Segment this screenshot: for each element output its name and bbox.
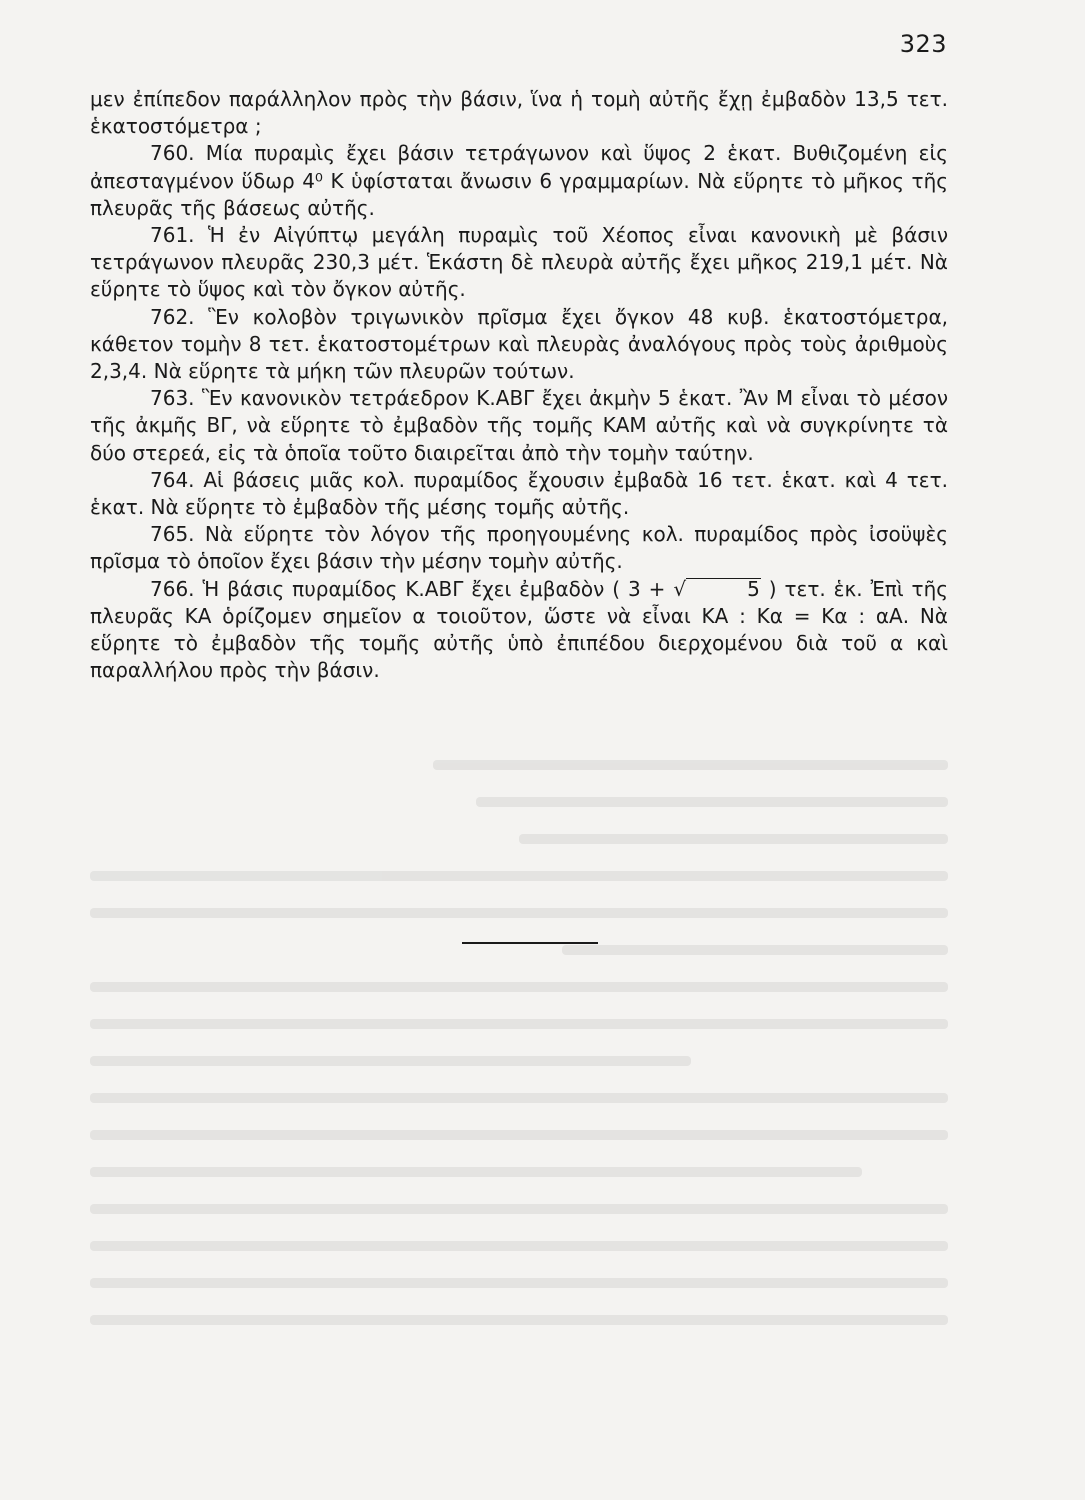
radical-sign: √ — [673, 576, 687, 601]
reverse-side-bleed-through — [90, 760, 948, 1400]
section-divider — [462, 942, 598, 944]
bleed-line — [90, 871, 948, 881]
exercise-764: 764. Αἱ βάσεις μιᾶς κολ. πυραμίδος ἔχουσιν ἐμβαδὰ 16 τετ. ἑκατ. καὶ 4 τετ. ἑκατ. Νὰ εὕρητε τὸ ἐμβαδὸν τῆς μέσης τομῆς αὐτῆς. — [90, 467, 948, 520]
radicand: 5 — [686, 578, 761, 599]
bleed-line — [90, 982, 948, 992]
exercise-766-start: 766. Ἡ βάσις πυραμίδος Κ.ΑΒΓ ἔχει ἐμβαδὸν ( 3 + — [150, 576, 674, 601]
bleed-line — [90, 1167, 862, 1177]
exercise-760: 760. Μία πυραμὶς ἔχει βάσιν τετράγωνον καὶ ὕψος 2 ἑκατ. Βυθιζομένη εἰς ἀπεσταγμένον ὕδωρ 4⁰ Κ ὑφίσταται ἄνωσιν 6 γραμμαρίων. Νὰ εὕρητε τὸ μῆκος τῆς πλευρᾶς τῆς βάσεως αὐτῆς. — [90, 141, 948, 220]
exercise-766-end: ) τετ. ἑκ. Ἐπὶ τῆς πλευρᾶς ΚΑ ὁρίζομεν σημεῖον α τοιοῦτον, ὥστε νὰ εἶναι ΚΑ : Κα = Κα : αΑ. Νὰ εὕρητε τὸ ἐμβαδὸν τῆς τομῆς αὐτῆς ὑπὸ ἐπιπέδου διερχομένου διὰ τοῦ α καὶ παραλλήλου πρὸς τὴν βάσιν. — [90, 576, 948, 683]
bleed-line — [476, 797, 948, 807]
bleed-line — [90, 1093, 948, 1103]
bleed-line — [90, 1241, 948, 1251]
bleed-line — [90, 1278, 948, 1288]
bleed-line — [90, 1056, 691, 1066]
bleed-line — [519, 834, 948, 844]
bleed-line — [90, 908, 948, 918]
exercise-763: 763. Ἓν κανονικὸν τετράεδρον Κ.ΑΒΓ ἔχει ἀκμὴν 5 ἑκατ. Ἂν Μ εἶναι τὸ μέσον τῆς ἀκμῆς ΒΓ, νὰ εὕρητε τὸ ἐμβαδὸν τῆς τομῆς ΚΑΜ αὐτῆς καὶ νὰ συγκρίνητε τὰ δύο στερεά, εἰς τὰ ὁποῖα τοῦτο διαιρεῖται ἀπὸ τὴν τομὴν ταύτην. — [90, 386, 948, 465]
bleed-line — [90, 1019, 948, 1029]
exercise-765: 765. Νὰ εὕρητε τὸν λόγον τῆς προηγουμένης κολ. πυραμίδος πρὸς ἰσοϋψὲς πρῖσμα τὸ ὁποῖον ἔχει βάσιν τὴν μέσην τομὴν αὐτῆς. — [90, 522, 948, 574]
bleed-line — [90, 1204, 948, 1214]
bleed-line — [90, 1130, 948, 1140]
exercise-text — [90, 86, 948, 684]
bleed-line — [562, 945, 948, 955]
paragraph-continuation: μεν ἐπίπεδον παράλληλον πρὸς τὴν βάσιν, ἵνα ἡ τομὴ αὐτῆς ἔχῃ ἐμβαδὸν 13,5 τετ. ἑκατοστόμετρα ; — [90, 87, 948, 139]
bleed-line — [90, 1315, 948, 1325]
page-number: 323 — [899, 30, 947, 58]
exercise-766 — [90, 576, 948, 685]
exercise-762: 762. Ἓν κολοβὸν τριγωνικὸν πρῖσμα ἔχει ὄγκον 48 κυβ. ἑκατοστόμετρα, κάθετον τομὴν 8 τετ. ἑκατοστομέτρων καὶ πλευρὰς ἀναλόγους πρὸς τοὺς ἀριθμοὺς 2,3,4. Νὰ εὕρητε τὰ μήκη τῶν πλευρῶν τούτων. — [90, 304, 948, 384]
bleed-line — [433, 760, 948, 770]
exercise-761: 761. Ἡ ἐν Αἰγύπτῳ μεγάλη πυραμὶς τοῦ Χέοπος εἶναι κανονικὴ μὲ βάσιν τετράγωνον πλευρᾶς 230,3 μέτ. Ἑκάστη δὲ πλευρὰ αὐτῆς ἔχει μῆκος 219,1 μέτ. Νὰ εὕρητε τὸ ὕψος καὶ τὸν ὄγκον αὐτῆς. — [90, 223, 948, 302]
